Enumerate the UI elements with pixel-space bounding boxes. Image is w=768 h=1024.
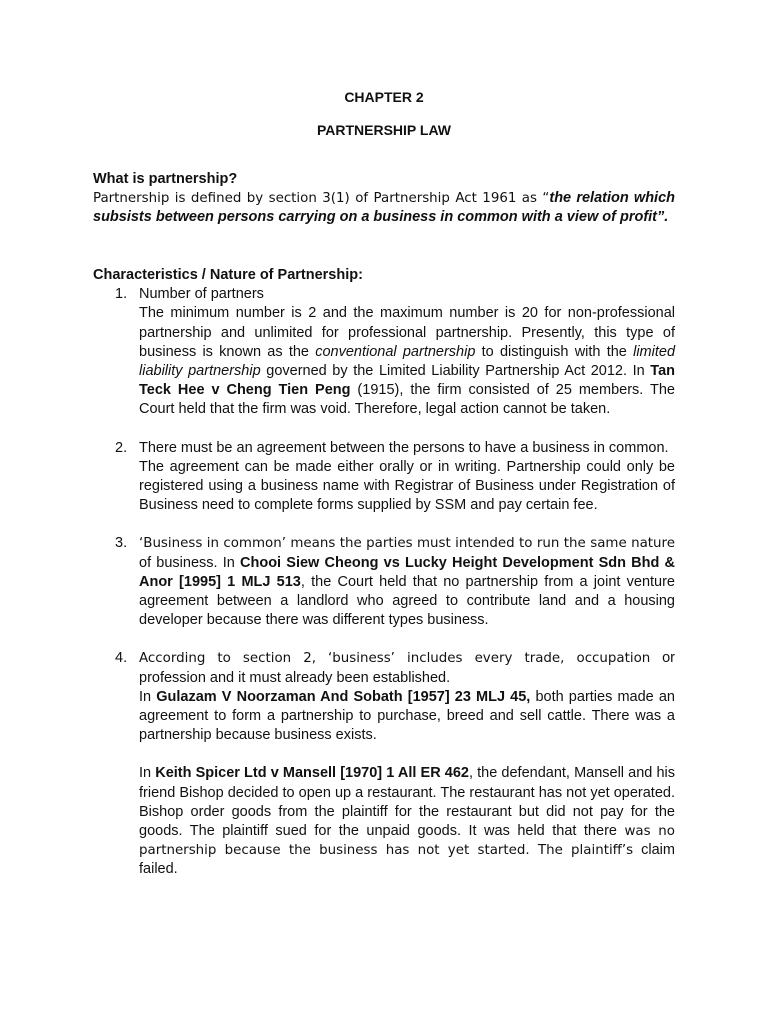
text-run: of business. In: [139, 554, 241, 571]
text-run: In: [139, 765, 156, 782]
text-run: ‘Business in common’ means the parties must intended to run the same nature: [139, 536, 675, 552]
item-paragraph: [139, 688, 675, 746]
page-title: PARTNERSHIP LAW: [316, 122, 452, 138]
list-item: [93, 534, 675, 630]
definition-paragraph: [93, 189, 675, 227]
list-item: [93, 649, 675, 879]
item-paragraph: [139, 304, 675, 419]
case-citation: Tan Teck Hee v Cheng Tien Peng: [139, 363, 675, 399]
list-item: [93, 439, 675, 516]
text-run: to distinguish with the: [475, 343, 634, 360]
text-run: was no partnership because the business has not yet started. The plaintiff’s: [139, 824, 675, 859]
text-run: (1915), the firm consisted of 25 members. The Court held that the firm was void. Therefore, legal action cannot be taken.: [139, 382, 675, 418]
text-run: The minimum number is 2 and the maximum number is 20 for non-professional partnership and unlimited for professional partnership. Presently, this type of business is known as the: [139, 305, 675, 360]
text-run: According to section 2, ‘business’ includes every trade, occupation: [139, 651, 651, 667]
list-item: [93, 285, 675, 419]
text-run: , the defendant, Mansell and his friend Bishop decided to open up a restaurant. The restaurant has not yet operated. Bishop order goods from the plaintiff for the restaurant but did not pay for the goods. The plaintiff sued for the unpaid goods. It was held that there: [139, 765, 675, 840]
italic-term: limited liability partnership: [139, 343, 676, 380]
case-citation: Keith Spicer Ltd v Mansell [1970] 1 All ER 462: [155, 765, 469, 782]
text-run: governed by the Limited Liability Partnership Act 2012. In: [260, 363, 651, 380]
item-paragraph: [139, 649, 675, 687]
characteristics-section: [93, 266, 675, 880]
case-citation: Gulazam V Noorzaman And Sobath [1957] 23 MLJ 45,: [156, 688, 531, 705]
text-run: , the Court held that no partnership from a joint venture agreement between a landlord who agreed to contribute land and a housing developer because there was different types business.: [139, 573, 675, 629]
text-run: both parties made an agreement to form a partnership to purchase, breed and sell cattle. There was a partnership because business exists.: [139, 688, 675, 744]
characteristics-heading: Characteristics / Nature of Partnership:: [93, 267, 363, 283]
item-number: 2.: [115, 439, 128, 456]
text-run: claim failed.: [139, 842, 675, 878]
item-paragraph: [139, 534, 675, 630]
intro-section: [93, 170, 675, 228]
text-run: In: [139, 688, 157, 705]
item-number: 1.: [115, 286, 128, 303]
italic-term: conventional partnership: [315, 343, 476, 360]
item-paragraph: There must be an agreement between the persons to have a business in common.: [139, 439, 669, 456]
item-paragraph: The agreement can be made either orally or in writing. Partnership could only be registered using a business name with Registrar of Business under Registration of Business need to complete forms supplied by SSM and pay certain fee.: [139, 458, 675, 514]
intro-heading: What is partnership?: [93, 171, 238, 187]
chapter-label: CHAPTER 2: [344, 89, 424, 105]
item-number: 4.: [115, 650, 128, 667]
text-run: or profession and it must already been established.: [139, 650, 676, 686]
definition-quote: the relation which subsists between persons carrying on a business in common with a view of profit”.: [93, 190, 675, 226]
definition-lead: Partnership is defined by section 3(1) of Partnership Act 1961 as “: [93, 191, 550, 207]
item-title: Number of partners: [139, 286, 264, 303]
case-citation: Chooi Siew Cheong vs Lucky Height Development Sdn Bhd & Anor [1995] 1 MLJ 513: [139, 554, 676, 590]
item-number: 3.: [115, 535, 128, 552]
item-paragraph: [139, 764, 675, 879]
